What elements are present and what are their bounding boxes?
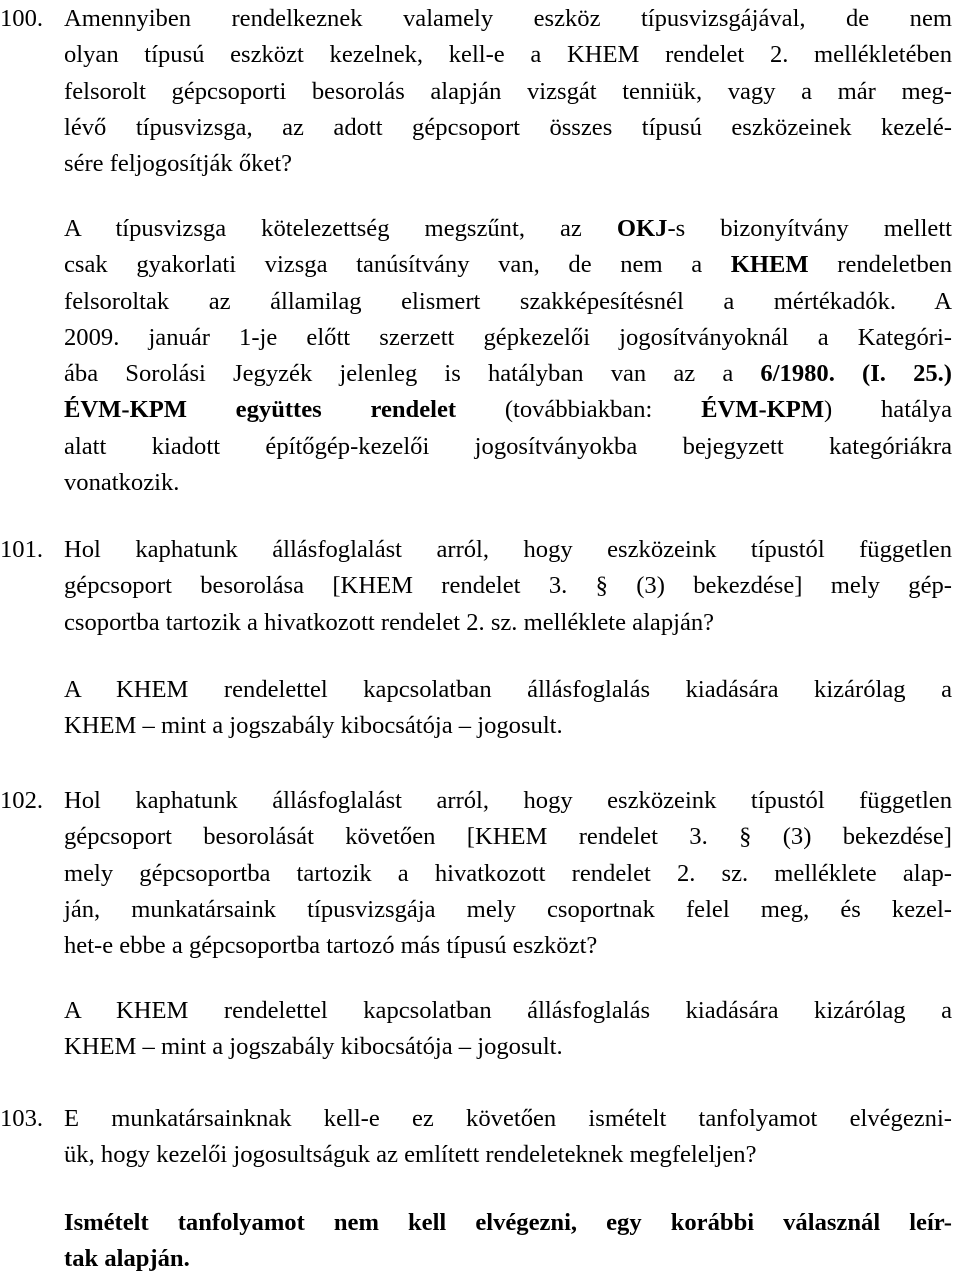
answer-bold-segment: KHEM [730,251,809,279]
answer-line [64,247,952,283]
answer-bold-segment: ÉVM-KPM együttes rendelet [64,396,457,424]
question-line: sére feljogosítják őket? [64,150,293,178]
answer-line [64,356,952,392]
question-line: Amennyiben rendelkeznek valamely eszköz típusvizsgájával, de nem [64,5,952,32]
question-text [64,783,952,964]
answer-bold-segment: ÉVM-KPM [701,396,825,424]
question-line: mely gépcsoportba tartozik a hivatkozott rendelet 2. sz. melléklete alap- [64,859,952,887]
question-line: Hol kaphatunk állásfoglalást arról, hogy eszközeink típustól független [64,536,952,563]
question-line: felsorolt gépcsoporti besorolás alapján vizsgát tenniük, vagy a már meg- [64,77,952,105]
answer-line: tak alapján. [64,1245,190,1273]
question-line: Hol kaphatunk állásfoglalást arról, hogy eszközeink típustól független [64,787,952,814]
question-text [64,532,952,641]
answer-segment: (továbbiakban: [456,396,702,424]
question-line: ján, munkatársaink típusvizsgája mely csoportnak felel meg, és kezel- [64,895,952,923]
item-number: 101. [0,536,44,563]
question-text [64,1,952,182]
question-line: het-e ebbe a gépcsoportba tartozó más típusú eszközt? [64,932,598,960]
question-line: csoportba tartozik a hivatkozott rendelet 2. sz. melléklete alapján? [64,608,715,636]
answer-segment: csak gyakorlati vizsga tanúsítvány van, de nem a [64,251,731,279]
answer-text [64,672,952,745]
answer-line: A KHEM rendelettel kapcsolatban állásfoglalás kiadására kizárólag a [64,676,952,703]
item-number: 100. [0,5,44,32]
answer-segment: A típusvizsga kötelezettség megszűnt, az [64,215,617,242]
answer-line: felsoroltak az államilag elismert szakképesítésnél a mértékadók. A [64,287,952,315]
answer-bold-segment: OKJ [616,215,668,242]
answer-line: vonatkozik. [64,469,180,497]
question-line: gépcsoport besorolása [KHEM rendelet 3. § (3) bekezdése] mely gép- [64,572,952,600]
question-line: gépcsoport besorolását követően [KHEM rendelet 3. § (3) bekezdése] [64,823,952,851]
answer-line: 2009. január 1-je előtt szerzett gépkezelői jogosítványoknál a Kategóri- [64,323,952,351]
answer-line: Ismételt tanfolyamot nem kell elvégezni, egy korábbi válasznál leír- [64,1209,952,1236]
answer-segment: ) hatálya [824,396,952,424]
question-line: olyan típusú eszközt kezelnek, kell-e a KHEM rendelet 2. mellékletében [64,41,952,69]
question-line: E munkatársainknak kell-e ez követően ismételt tanfolyamot elvégezni- [64,1105,952,1132]
answer-segment: rendeletben [808,251,952,279]
answer-line: KHEM – mint a jogszabály kibocsátója – jogosult. [64,712,563,740]
answer-bold-segment: 6/1980. (I. 25.) [760,360,952,388]
answer-text [64,211,952,501]
answer-segment: -s bizonyítvány mellett [667,215,952,242]
question-line: ük, hogy kezelői jogosultságuk az említett rendeleteknek megfeleljen? [64,1141,757,1169]
answer-line [64,211,952,247]
question-text [64,1101,952,1174]
answer-text [64,993,952,1066]
answer-line: alatt kiadott építőgép-kezelői jogosítványokba bejegyzett kategóriákra [64,432,952,460]
answer-line: A KHEM rendelettel kapcsolatban állásfoglalás kiadására kizárólag a [64,997,952,1024]
answer-text [64,1205,952,1278]
item-number: 103. [0,1105,44,1132]
item-number: 102. [0,787,44,814]
answer-segment: ába Sorolási Jegyzék jelenleg is hatályban van az a [64,360,761,388]
answer-line [64,392,952,428]
question-line: lévő típusvizsga, az adott gépcsoport összes típusú eszközeinek kezelé- [64,113,952,141]
answer-line: KHEM – mint a jogszabály kibocsátója – jogosult. [64,1033,563,1061]
